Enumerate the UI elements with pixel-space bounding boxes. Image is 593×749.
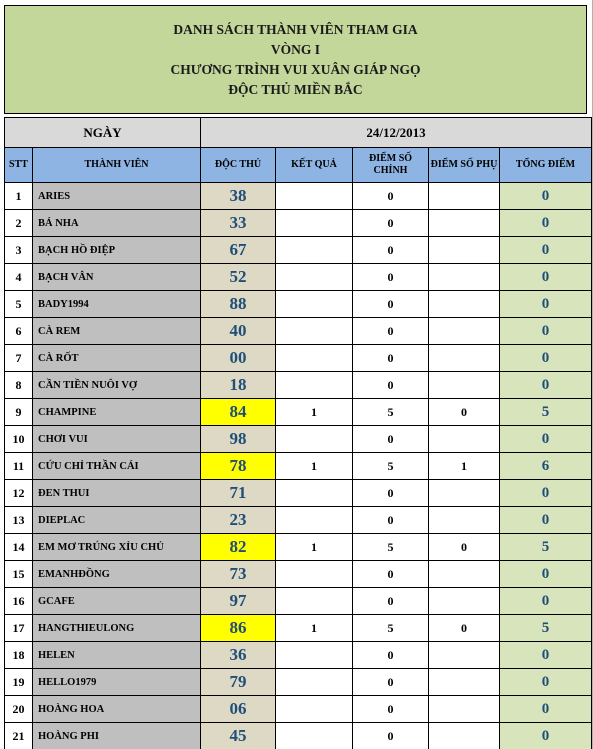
members-table <box>4 117 592 749</box>
cell-sub-score[interactable]: 0 <box>429 399 500 426</box>
cell-sub-score[interactable] <box>429 183 500 210</box>
cell-stt[interactable]: 14 <box>5 534 33 561</box>
cell-member[interactable]: ĐEN THUI <box>33 480 201 507</box>
header-main-score[interactable]: ĐIỂM SỐ CHÍNH <box>353 148 429 183</box>
cell-total[interactable]: 5 <box>500 615 592 642</box>
table-row <box>5 399 592 426</box>
date-row <box>5 118 592 148</box>
title-block[interactable] <box>4 5 587 114</box>
title-line-3: CHƯƠNG TRÌNH VUI XUÂN GIÁP NGỌ <box>170 61 421 77</box>
cell-total[interactable]: 0 <box>500 480 592 507</box>
cell-guess[interactable]: 52 <box>201 264 276 291</box>
cell-result[interactable]: 1 <box>276 399 353 426</box>
table-row <box>5 237 592 264</box>
cell-result[interactable]: 1 <box>276 615 353 642</box>
cell-stt[interactable]: 17 <box>5 615 33 642</box>
table-row <box>5 669 592 696</box>
cell-stt[interactable]: 4 <box>5 264 33 291</box>
cell-guess[interactable]: 45 <box>201 723 276 749</box>
cell-total[interactable]: 0 <box>500 588 592 615</box>
table-row <box>5 696 592 723</box>
cell-result[interactable] <box>276 345 353 372</box>
cell-main-score[interactable]: 0 <box>353 561 429 588</box>
table-row <box>5 453 592 480</box>
cell-total[interactable]: 0 <box>500 291 592 318</box>
cell-guess[interactable]: 84 <box>201 399 276 426</box>
title-line-4: ĐỘC THỦ MIỀN BẮC <box>228 81 363 97</box>
cell-member[interactable]: CÀ REM <box>33 318 201 345</box>
table-row <box>5 507 592 534</box>
title-line-1: DANH SÁCH THÀNH VIÊN THAM GIA <box>173 21 418 37</box>
cell-member[interactable]: HELEN <box>33 642 201 669</box>
cell-sub-score[interactable] <box>429 264 500 291</box>
cell-guess[interactable]: 78 <box>201 453 276 480</box>
cell-main-score[interactable]: 0 <box>353 345 429 372</box>
cell-main-score[interactable]: 5 <box>353 615 429 642</box>
cell-total[interactable]: 0 <box>500 561 592 588</box>
cell-total[interactable]: 0 <box>500 345 592 372</box>
cell-stt[interactable]: 16 <box>5 588 33 615</box>
table-row <box>5 345 592 372</box>
cell-sub-score[interactable] <box>429 561 500 588</box>
cell-member[interactable]: CHƠI VUI <box>33 426 201 453</box>
cell-member[interactable]: EMANHĐỒNG <box>33 561 201 588</box>
cell-stt[interactable]: 13 <box>5 507 33 534</box>
date-label-cell[interactable]: NGÀY <box>5 118 201 148</box>
cell-result[interactable] <box>276 291 353 318</box>
cell-member[interactable]: DIEPLAC <box>33 507 201 534</box>
cell-sub-score[interactable] <box>429 318 500 345</box>
cell-member[interactable]: BÁ NHA <box>33 210 201 237</box>
cell-stt[interactable]: 11 <box>5 453 33 480</box>
cell-guess[interactable]: 18 <box>201 372 276 399</box>
table-row <box>5 426 592 453</box>
cell-sub-score[interactable] <box>429 507 500 534</box>
cell-member[interactable]: BẠCH HỒ ĐIỆP <box>33 237 201 264</box>
header-member[interactable]: THÀNH VIÊN <box>33 148 201 183</box>
cell-total[interactable]: 5 <box>500 534 592 561</box>
cell-total[interactable]: 0 <box>500 507 592 534</box>
cell-result[interactable] <box>276 264 353 291</box>
cell-stt[interactable]: 10 <box>5 426 33 453</box>
cell-main-score[interactable]: 0 <box>353 291 429 318</box>
cell-member[interactable]: GCAFE <box>33 588 201 615</box>
cell-guess[interactable]: 88 <box>201 291 276 318</box>
cell-main-score[interactable]: 0 <box>353 696 429 723</box>
table-row <box>5 318 592 345</box>
cell-stt[interactable]: 20 <box>5 696 33 723</box>
cell-guess[interactable]: 23 <box>201 507 276 534</box>
cell-total[interactable]: 6 <box>500 453 592 480</box>
cell-guess[interactable]: 36 <box>201 642 276 669</box>
cell-sub-score[interactable] <box>429 210 500 237</box>
table-row <box>5 480 592 507</box>
cell-guess[interactable]: 40 <box>201 318 276 345</box>
cell-sub-score[interactable] <box>429 237 500 264</box>
header-guess[interactable]: ĐỘC THỦ <box>201 148 276 183</box>
cell-sub-score[interactable] <box>429 696 500 723</box>
cell-result[interactable] <box>276 561 353 588</box>
header-total[interactable]: TỔNG ĐIỂM <box>500 148 592 183</box>
cell-main-score[interactable]: 0 <box>353 318 429 345</box>
cell-guess[interactable]: 97 <box>201 588 276 615</box>
cell-stt[interactable]: 6 <box>5 318 33 345</box>
cell-member[interactable]: HOÀNG PHI <box>33 723 201 749</box>
cell-stt[interactable]: 18 <box>5 642 33 669</box>
cell-main-score[interactable]: 0 <box>353 507 429 534</box>
cell-sub-score[interactable] <box>429 345 500 372</box>
header-sub-score[interactable]: ĐIỂM SỐ PHỤ <box>429 148 500 183</box>
cell-guess[interactable]: 33 <box>201 210 276 237</box>
cell-total[interactable]: 5 <box>500 399 592 426</box>
title-line-2: VÒNG I <box>270 41 321 57</box>
table-row <box>5 534 592 561</box>
cell-sub-score[interactable] <box>429 642 500 669</box>
cell-main-score[interactable]: 0 <box>353 723 429 749</box>
cell-sub-score[interactable] <box>429 588 500 615</box>
cell-guess[interactable]: 38 <box>201 183 276 210</box>
cell-total[interactable]: 0 <box>500 264 592 291</box>
table-row <box>5 264 592 291</box>
cell-sub-score[interactable] <box>429 480 500 507</box>
cell-guess[interactable]: 86 <box>201 615 276 642</box>
cell-result[interactable] <box>276 372 353 399</box>
cell-total[interactable]: 0 <box>500 426 592 453</box>
table-row <box>5 210 592 237</box>
cell-stt[interactable]: 3 <box>5 237 33 264</box>
cell-main-score[interactable]: 5 <box>353 534 429 561</box>
cell-result[interactable]: 1 <box>276 534 353 561</box>
cell-total[interactable]: 0 <box>500 210 592 237</box>
cell-member[interactable]: ARIES <box>33 183 201 210</box>
cell-result[interactable] <box>276 237 353 264</box>
table-row <box>5 291 592 318</box>
cell-guess[interactable]: 71 <box>201 480 276 507</box>
cell-member[interactable]: HANGTHIEULONG <box>33 615 201 642</box>
cell-stt[interactable]: 8 <box>5 372 33 399</box>
cell-guess[interactable]: 82 <box>201 534 276 561</box>
cell-main-score[interactable]: 0 <box>353 372 429 399</box>
cell-stt[interactable]: 9 <box>5 399 33 426</box>
cell-result[interactable] <box>276 183 353 210</box>
cell-guess[interactable]: 00 <box>201 345 276 372</box>
cell-total[interactable]: 0 <box>500 696 592 723</box>
cell-member[interactable]: CẦN TIỀN NUÔI VỢ <box>33 372 201 399</box>
cell-sub-score[interactable]: 0 <box>429 615 500 642</box>
cell-main-score[interactable]: 0 <box>353 264 429 291</box>
cell-result[interactable] <box>276 669 353 696</box>
cell-result[interactable]: 1 <box>276 453 353 480</box>
cell-result[interactable] <box>276 642 353 669</box>
cell-result[interactable] <box>276 696 353 723</box>
cell-main-score[interactable]: 0 <box>353 183 429 210</box>
cell-sub-score[interactable] <box>429 669 500 696</box>
date-value-cell[interactable]: 24/12/2013 <box>201 118 592 148</box>
cell-sub-score[interactable] <box>429 723 500 749</box>
table-row <box>5 372 592 399</box>
cell-result[interactable] <box>276 723 353 749</box>
cell-main-score[interactable]: 0 <box>353 480 429 507</box>
cell-member[interactable]: CỨU CHỈ THẦN CÁI <box>33 453 201 480</box>
cell-total[interactable]: 0 <box>500 237 592 264</box>
header-result[interactable]: KẾT QUẢ <box>276 148 353 183</box>
cell-total[interactable]: 0 <box>500 318 592 345</box>
cell-sub-score[interactable] <box>429 291 500 318</box>
cell-member[interactable]: HELLO1979 <box>33 669 201 696</box>
cell-main-score[interactable]: 5 <box>353 453 429 480</box>
header-row <box>5 148 592 183</box>
cell-main-score[interactable]: 0 <box>353 588 429 615</box>
cell-member[interactable]: HOÀNG HOA <box>33 696 201 723</box>
cell-main-score[interactable]: 0 <box>353 237 429 264</box>
cell-result[interactable] <box>276 480 353 507</box>
cell-member[interactable]: CHAMPINE <box>33 399 201 426</box>
cell-member[interactable]: CÀ RỐT <box>33 345 201 372</box>
header-stt[interactable]: STT <box>5 148 33 183</box>
table-row <box>5 723 592 749</box>
table-row <box>5 183 592 210</box>
cell-total[interactable]: 0 <box>500 723 592 749</box>
cell-main-score[interactable]: 0 <box>353 642 429 669</box>
cell-guess[interactable]: 73 <box>201 561 276 588</box>
cell-main-score[interactable]: 0 <box>353 210 429 237</box>
cell-guess[interactable]: 06 <box>201 696 276 723</box>
cell-total[interactable]: 0 <box>500 642 592 669</box>
cell-guess[interactable]: 79 <box>201 669 276 696</box>
cell-main-score[interactable]: 0 <box>353 669 429 696</box>
cell-sub-score[interactable]: 1 <box>429 453 500 480</box>
cell-stt[interactable]: 2 <box>5 210 33 237</box>
cell-main-score[interactable]: 0 <box>353 426 429 453</box>
cell-guess[interactable]: 67 <box>201 237 276 264</box>
cell-result[interactable] <box>276 318 353 345</box>
cell-stt[interactable]: 19 <box>5 669 33 696</box>
cell-result[interactable] <box>276 507 353 534</box>
cell-sub-score[interactable] <box>429 426 500 453</box>
table-row <box>5 642 592 669</box>
table-row <box>5 615 592 642</box>
cell-sub-score[interactable] <box>429 372 500 399</box>
cell-stt[interactable]: 15 <box>5 561 33 588</box>
table-row <box>5 561 592 588</box>
cell-stt[interactable]: 5 <box>5 291 33 318</box>
cell-total[interactable]: 0 <box>500 183 592 210</box>
cell-stt[interactable]: 12 <box>5 480 33 507</box>
cell-stt[interactable]: 21 <box>5 723 33 749</box>
cell-member[interactable]: BẠCH VÂN <box>33 264 201 291</box>
cell-stt[interactable]: 1 <box>5 183 33 210</box>
cell-result[interactable] <box>276 426 353 453</box>
cell-total[interactable]: 0 <box>500 372 592 399</box>
cell-guess[interactable]: 98 <box>201 426 276 453</box>
table-row <box>5 588 592 615</box>
cell-sub-score[interactable]: 0 <box>429 534 500 561</box>
cell-result[interactable] <box>276 588 353 615</box>
cell-main-score[interactable]: 5 <box>353 399 429 426</box>
cell-member[interactable]: BADY1994 <box>33 291 201 318</box>
cell-total[interactable]: 0 <box>500 669 592 696</box>
cell-result[interactable] <box>276 210 353 237</box>
cell-stt[interactable]: 7 <box>5 345 33 372</box>
cell-member[interactable]: EM MƠ TRÚNG XỈU CHỦ <box>33 534 201 561</box>
